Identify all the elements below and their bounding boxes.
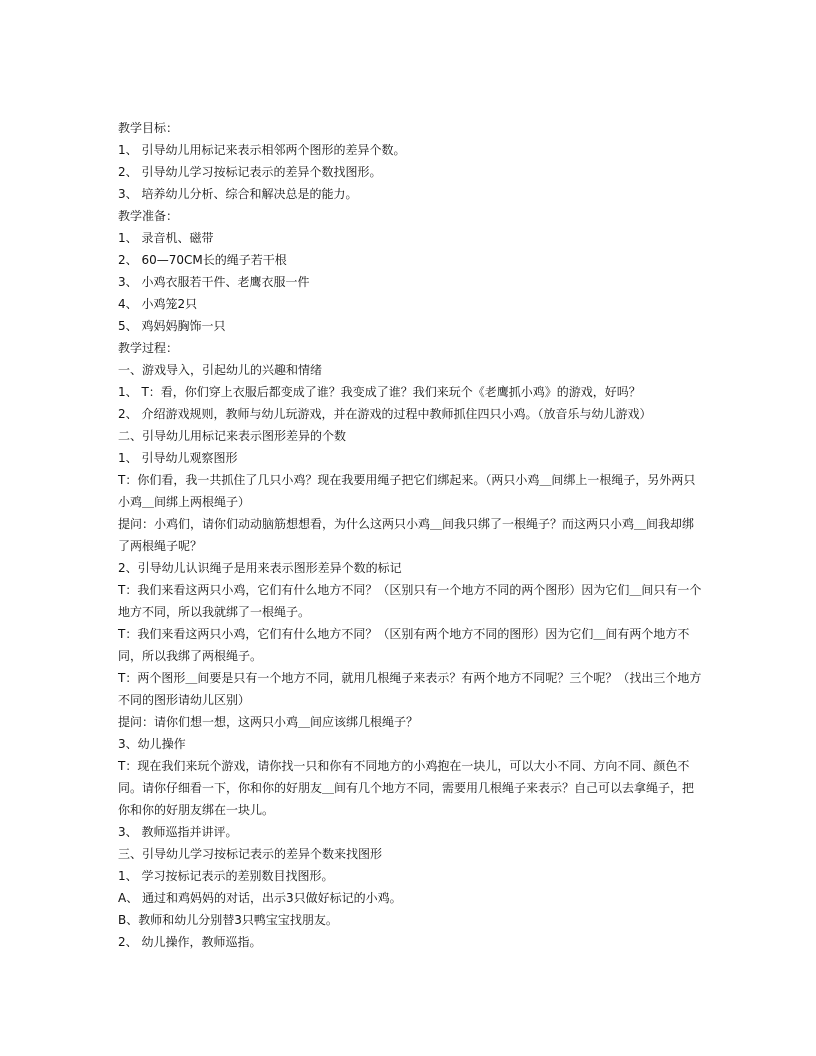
document-body [118, 117, 702, 953]
process-part-3-step-1: 1、 学习按标记表示的差别数目找图形。 [118, 869, 334, 883]
preparation-item-4: 4、 小鸡笼2只 [118, 297, 198, 311]
process-part-3-heading: 三、引导幼儿学习按标记表示的差异个数来找图形 [118, 847, 383, 861]
process-part-2-paragraph-3: T：我们来看这两只小鸡，它们有什么地方不同？（区别只有一个地方不同的两个图形）因为它们＿间只有一个地方不同，所以我就绑了一根绳子。 [118, 583, 702, 619]
process-part-2-heading: 二、引导幼儿用标记来表示图形差异的个数 [118, 429, 347, 443]
process-part-3-step-a: A、 通过和鸡妈妈的对话，出示3只做好标记的小鸡。 [118, 891, 402, 905]
process-part-2-paragraph-2: 提问：小鸡们，请你们动动脑筋想想看，为什么这两只小鸡＿间我只绑了一根绳子？而这两只小鸡＿间我却绑了两根绳子呢？ [118, 517, 695, 553]
process-part-2-paragraph-6: T：现在我们来玩个游戏，请你找一只和你有不同地方的小鸡抱在一块儿，可以大小不同、方向不同、颜色不同。请你仔细看一下，你和你的好朋友＿间有几个地方不同，需要用几根绳子来表示？自己可以去拿绳子，把你和你的好朋友绑在一块儿。 [118, 759, 695, 817]
objective-item-1: 1、 引导幼儿用标记来表示相邻两个图形的差异个数。 [118, 143, 406, 157]
process-part-1-step-2: 2、 介绍游戏规则，教师与幼儿玩游戏，并在游戏的过程中教师抓住四只小鸡。（放音乐与幼儿游戏） [118, 407, 652, 421]
preparation-item-2: 2、 60—70CM长的绳子若干根 [118, 253, 287, 267]
objective-item-3: 3、 培养幼儿分析、综合和解决总是的能力。 [118, 187, 358, 201]
process-part-2-paragraph-5: T：两个图形＿间要是只有一个地方不同，就用几根绳子来表示？有两个地方不同呢？三个呢？（找出三个地方不同的图形请幼儿区别） [118, 671, 702, 707]
process-part-2-question: 提问：请你们想一想，这两只小鸡＿间应该绑几根绳子？ [118, 715, 419, 729]
preparation-item-5: 5、 鸡妈妈胸饰一只 [118, 319, 226, 333]
process-part-2-paragraph-4: T：我们来看这两只小鸡，它们有什么地方不同？（区别有两个地方不同的图形）因为它们＿间有两个地方不同，所以我绑了两根绳子。 [118, 627, 690, 663]
preparation-item-3: 3、 小鸡衣服若干件、老鹰衣服一件 [118, 275, 310, 289]
section-heading-preparation: 教学准备： [118, 209, 179, 223]
process-part-2-step-3: 3、幼儿操作 [118, 737, 186, 751]
process-part-2-step-2: 2、引导幼儿认识绳子是用来表示图形差异个数的标记 [118, 561, 402, 575]
process-part-3-step-b: B、教师和幼儿分别替3只鸭宝宝找朋友。 [118, 913, 338, 927]
preparation-item-1: 1、 录音机、磁带 [118, 231, 214, 245]
process-part-1-step-1: 1、 T：看，你们穿上衣服后都变成了谁？我变成了谁？我们来玩个《老鹰抓小鸡》的游戏，好吗？ [118, 385, 641, 399]
process-part-2-step-1: 1、 引导幼儿观察图形 [118, 451, 238, 465]
objective-item-2: 2、 引导幼儿学习按标记表示的差异个数找图形。 [118, 165, 382, 179]
process-part-1-heading: 一、游戏导入，引起幼儿的兴趣和情绪 [118, 363, 323, 377]
process-part-2-step-3b: 3、 教师巡指并讲评。 [118, 825, 238, 839]
process-part-3-step-2: 2、 幼儿操作，教师巡指。 [118, 935, 262, 949]
section-heading-process: 教学过程： [118, 341, 179, 355]
section-heading-objectives: 教学目标： [118, 121, 179, 135]
process-part-2-paragraph-1: T：你们看，我一共抓住了几只小鸡？现在我要用绳子把它们绑起来。（两只小鸡＿间绑上一根绳子，另外两只小鸡＿间绑上两根绳子） [118, 473, 696, 509]
